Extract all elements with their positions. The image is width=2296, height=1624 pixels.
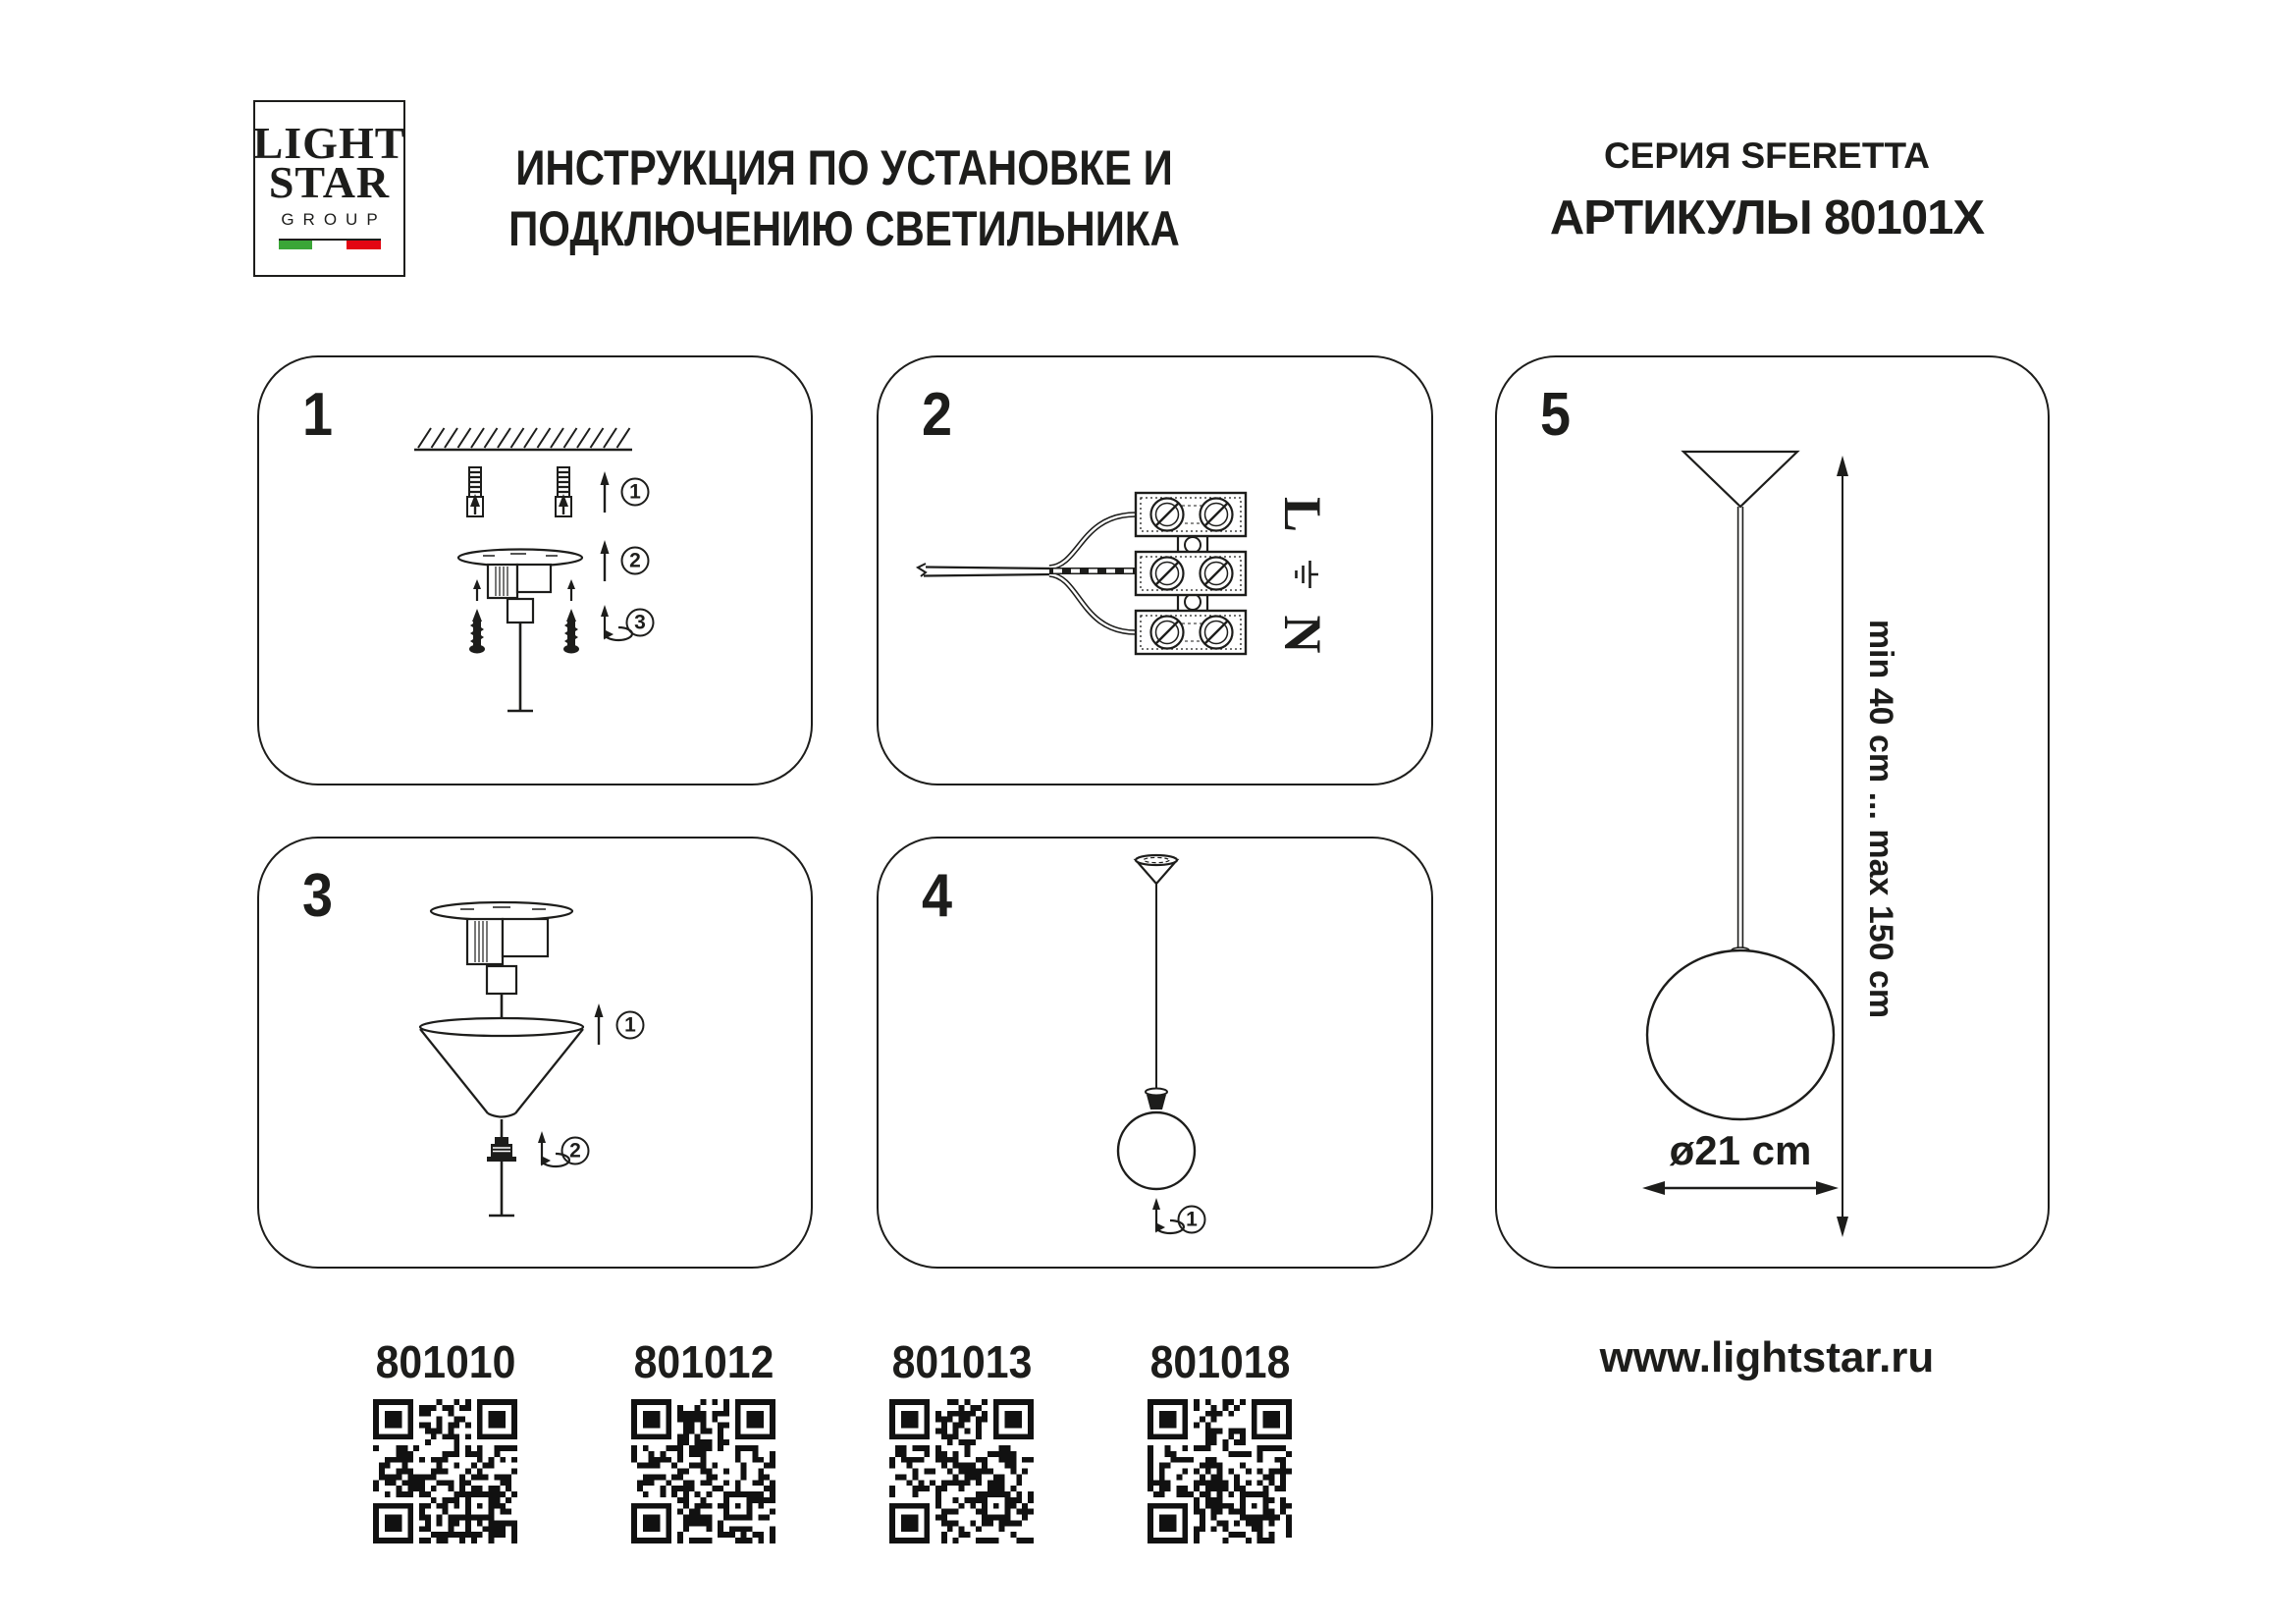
italian-flag-bar: [279, 239, 381, 249]
ground-symbol: [1297, 561, 1319, 588]
live-label: L: [1273, 496, 1332, 533]
qr-code: [889, 1399, 1034, 1543]
up-arrow-icon: [595, 1003, 604, 1045]
panel-3-diagram: [259, 839, 815, 1271]
svg-text:1: 1: [1186, 1208, 1198, 1231]
article-number: 801010: [375, 1336, 516, 1387]
ceiling-hatch: [414, 428, 632, 450]
logo-word-star: STAR: [268, 157, 391, 207]
diameter-dimension-arrow: [1642, 1181, 1839, 1195]
qr-code: [373, 1399, 517, 1543]
series-header: [1512, 135, 2022, 245]
step-marker-1: [622, 479, 649, 506]
panel-1-number: 1: [302, 381, 334, 449]
glass-globe: [1647, 950, 1834, 1119]
lamp-socket: [1146, 1089, 1167, 1110]
step-panel-4: [877, 837, 1433, 1269]
wall-plug-icon: [467, 467, 483, 516]
svg-text:1: 1: [629, 480, 641, 504]
wire-live: [1049, 514, 1136, 568]
step-marker-1: [617, 1012, 644, 1039]
logo-word-light: LIGHT: [252, 118, 406, 168]
height-dimension-arrow: [1837, 456, 1848, 1237]
terminal-block: [1136, 493, 1246, 536]
wall-plug-icon: [556, 467, 571, 516]
panel-4-number: 4: [922, 862, 953, 930]
svg-text:2: 2: [629, 549, 641, 572]
article-number: 801018: [1149, 1336, 1291, 1387]
articles-code: АРТИКУЛЫ 80101X: [1549, 191, 1985, 244]
logo-word-group: GROUP: [281, 210, 387, 229]
flag-green: [279, 241, 313, 249]
screw-icon: [563, 579, 579, 654]
step-marker-2: [622, 548, 649, 574]
terminal-block: [1136, 611, 1246, 654]
website-url: www.lightstar.ru: [1599, 1333, 1935, 1381]
rotate-arrow-icon: [538, 1131, 569, 1166]
panel-5-number: 5: [1540, 381, 1572, 449]
height-range-label: min 40 cm ... max 150 cm: [1862, 619, 1899, 1019]
dimensions-panel-5: [1495, 355, 2050, 1269]
lightstar-logo: [253, 100, 405, 277]
step-marker-3: [627, 610, 654, 636]
power-cable: [918, 564, 1051, 576]
step-panel-1: [257, 355, 813, 785]
step-marker-2: [562, 1138, 589, 1164]
screw-icon: [469, 579, 485, 654]
diameter-label: ø21 cm: [1669, 1127, 1812, 1173]
svg-text:3: 3: [634, 611, 646, 634]
wire-neutral: [1049, 574, 1136, 632]
panel-5-diagram: [1497, 357, 2052, 1271]
panel-2-number: 2: [922, 381, 953, 449]
panel-3-number: 3: [302, 862, 334, 930]
flag-red: [347, 241, 381, 249]
flag-white: [312, 241, 347, 249]
neutral-label: N: [1273, 615, 1332, 654]
title-line-2: ПОДКЛЮЧЕНИЮ СВЕТИЛЬНИКА: [508, 201, 1180, 256]
page-title: [490, 137, 1199, 259]
step-marker-1: [1179, 1207, 1205, 1233]
terminal-block: [1136, 552, 1246, 595]
step-panel-2: [877, 355, 1433, 785]
ceiling-cone: [1683, 452, 1797, 507]
qr-code: [631, 1399, 775, 1543]
article-number: 801012: [633, 1336, 774, 1387]
up-arrow-icon: [601, 540, 610, 581]
cord-grip: [487, 1137, 516, 1162]
panel-4-diagram: [879, 839, 1435, 1271]
ceiling-cone: [1136, 855, 1177, 884]
glass-globe: [1118, 1112, 1195, 1189]
article-number: 801013: [891, 1336, 1033, 1387]
panel-2-diagram: [879, 357, 1435, 787]
cone-shade: [420, 1018, 583, 1117]
svg-text:2: 2: [569, 1139, 581, 1163]
svg-text:1: 1: [624, 1013, 636, 1037]
canopy-bracket: [431, 902, 572, 1021]
series-name: СЕРИЯ SFERETTA: [1603, 135, 1931, 176]
title-line-1: ИНСТРУКЦИЯ ПО УСТАНОВКЕ И: [515, 140, 1173, 195]
up-arrow-icon: [601, 471, 610, 513]
step-panel-3: [257, 837, 813, 1269]
qr-code: [1148, 1399, 1292, 1543]
panel-1-diagram: [259, 357, 815, 787]
